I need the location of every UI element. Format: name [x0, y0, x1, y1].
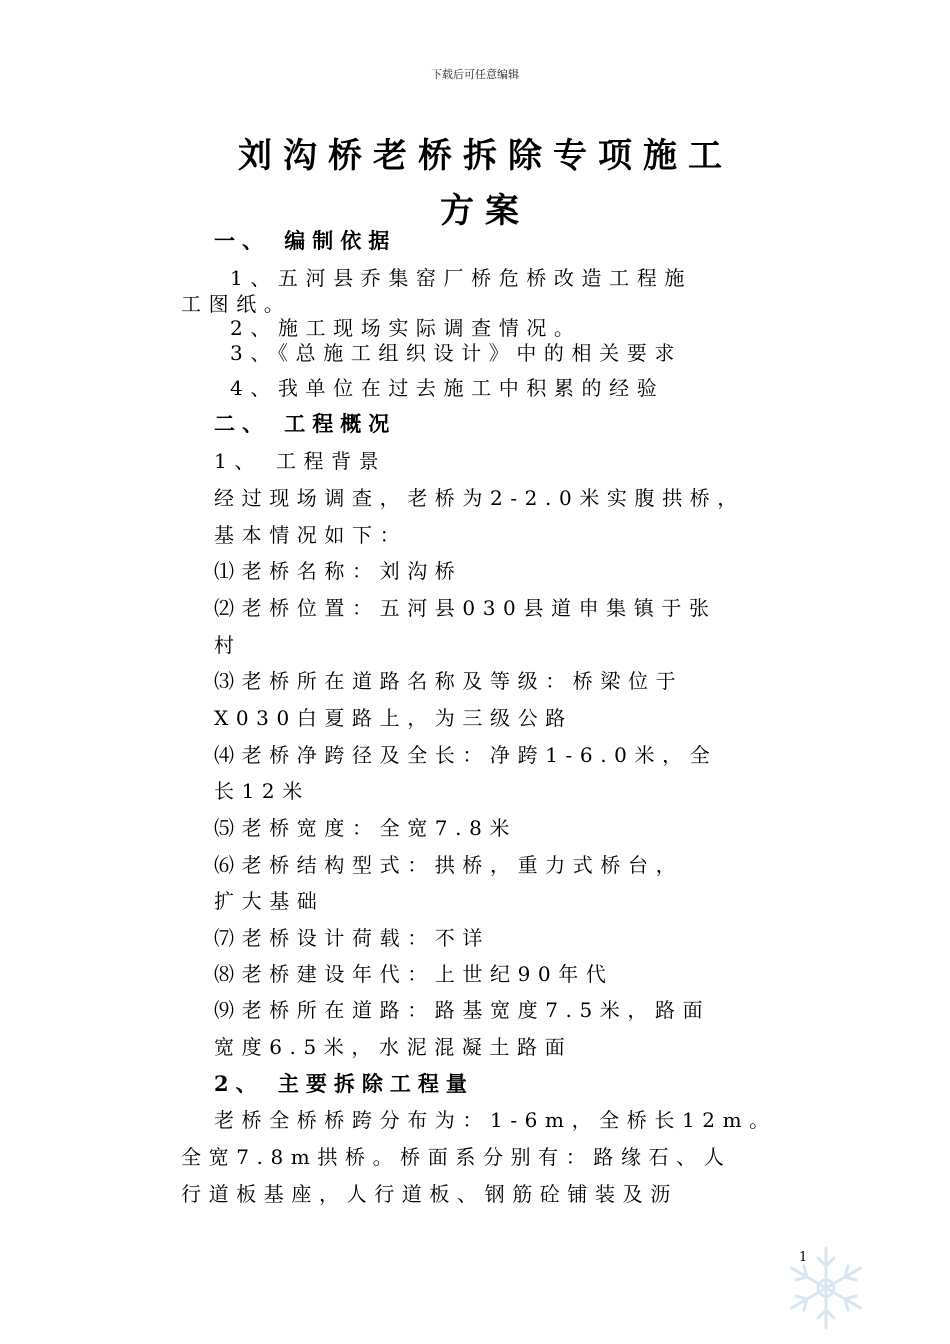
overview-line: ⑸老桥宽度：全宽7.8米	[214, 816, 518, 840]
basis-item-2: 2、施工现场实际调查情况。	[230, 316, 582, 340]
overview-line: 村	[214, 633, 242, 657]
basis-item-4: 4、我单位在过去施工中积累的经验	[230, 376, 665, 400]
basis-item-1-cont: 工图纸。	[181, 292, 292, 316]
basis-item-1: 1、五河县乔集窑厂桥危桥改造工程施	[230, 266, 692, 290]
snowflake-icon	[780, 1242, 872, 1334]
page-number: 1	[799, 1250, 808, 1265]
basis-item-3: 3、《总施工组织设计》中的相关要求	[230, 341, 682, 365]
demolition-para-line: 全宽7.8m拱桥。桥面系分别有：路缘石、人	[181, 1145, 732, 1169]
overview-line: X030白夏路上，为三级公路	[214, 706, 573, 730]
overview-line: 基本情况如下：	[214, 523, 408, 547]
doc-title-line-1: 刘沟桥老桥拆除专项施工	[238, 136, 733, 176]
overview-line: ⑻老桥建设年代：上世纪90年代	[214, 962, 614, 986]
demolition-para-line: 行道板基座，人行道板、钢筋砼铺装及沥	[181, 1182, 678, 1206]
doc-title-line-2: 方案	[440, 191, 530, 231]
overview-line: ⑹老桥结构型式：拱桥，重力式桥台，	[214, 853, 684, 877]
overview-line: ⑴老桥名称：刘沟桥	[214, 559, 463, 583]
overview-line: ⑼老桥所在道路：路基宽度7.5米，路面	[214, 998, 711, 1022]
section-1-heading: 一、 编制依据	[214, 228, 397, 253]
subsection-demolition-quantities: 2、 主要拆除工程量	[214, 1071, 474, 1096]
overview-line: ⑷老桥净跨径及全长：净跨1-6.0米，全	[214, 743, 718, 767]
page-header: 下载后可任意编辑	[431, 68, 519, 81]
overview-line: ⑶老桥所在道路名称及等级：桥梁位于	[214, 669, 684, 693]
overview-line: ⑵老桥位置：五河县030县道申集镇于张	[214, 596, 717, 620]
overview-line: 经过现场调查，老桥为2-2.0米实腹拱桥，	[214, 486, 745, 510]
overview-line: 扩大基础	[214, 889, 325, 913]
section-2-heading: 二、 工程概况	[214, 411, 397, 436]
overview-line: 宽度6.5米，水泥混凝土路面	[214, 1035, 573, 1059]
demolition-para-line: 老桥全桥桥跨分布为：1-6m，全桥长12m。	[214, 1108, 777, 1132]
overview-line: ⑺老桥设计荷载：不详	[214, 926, 490, 950]
subsection-background: 1、 工程背景	[214, 449, 387, 473]
overview-line: 长12米	[214, 779, 310, 803]
